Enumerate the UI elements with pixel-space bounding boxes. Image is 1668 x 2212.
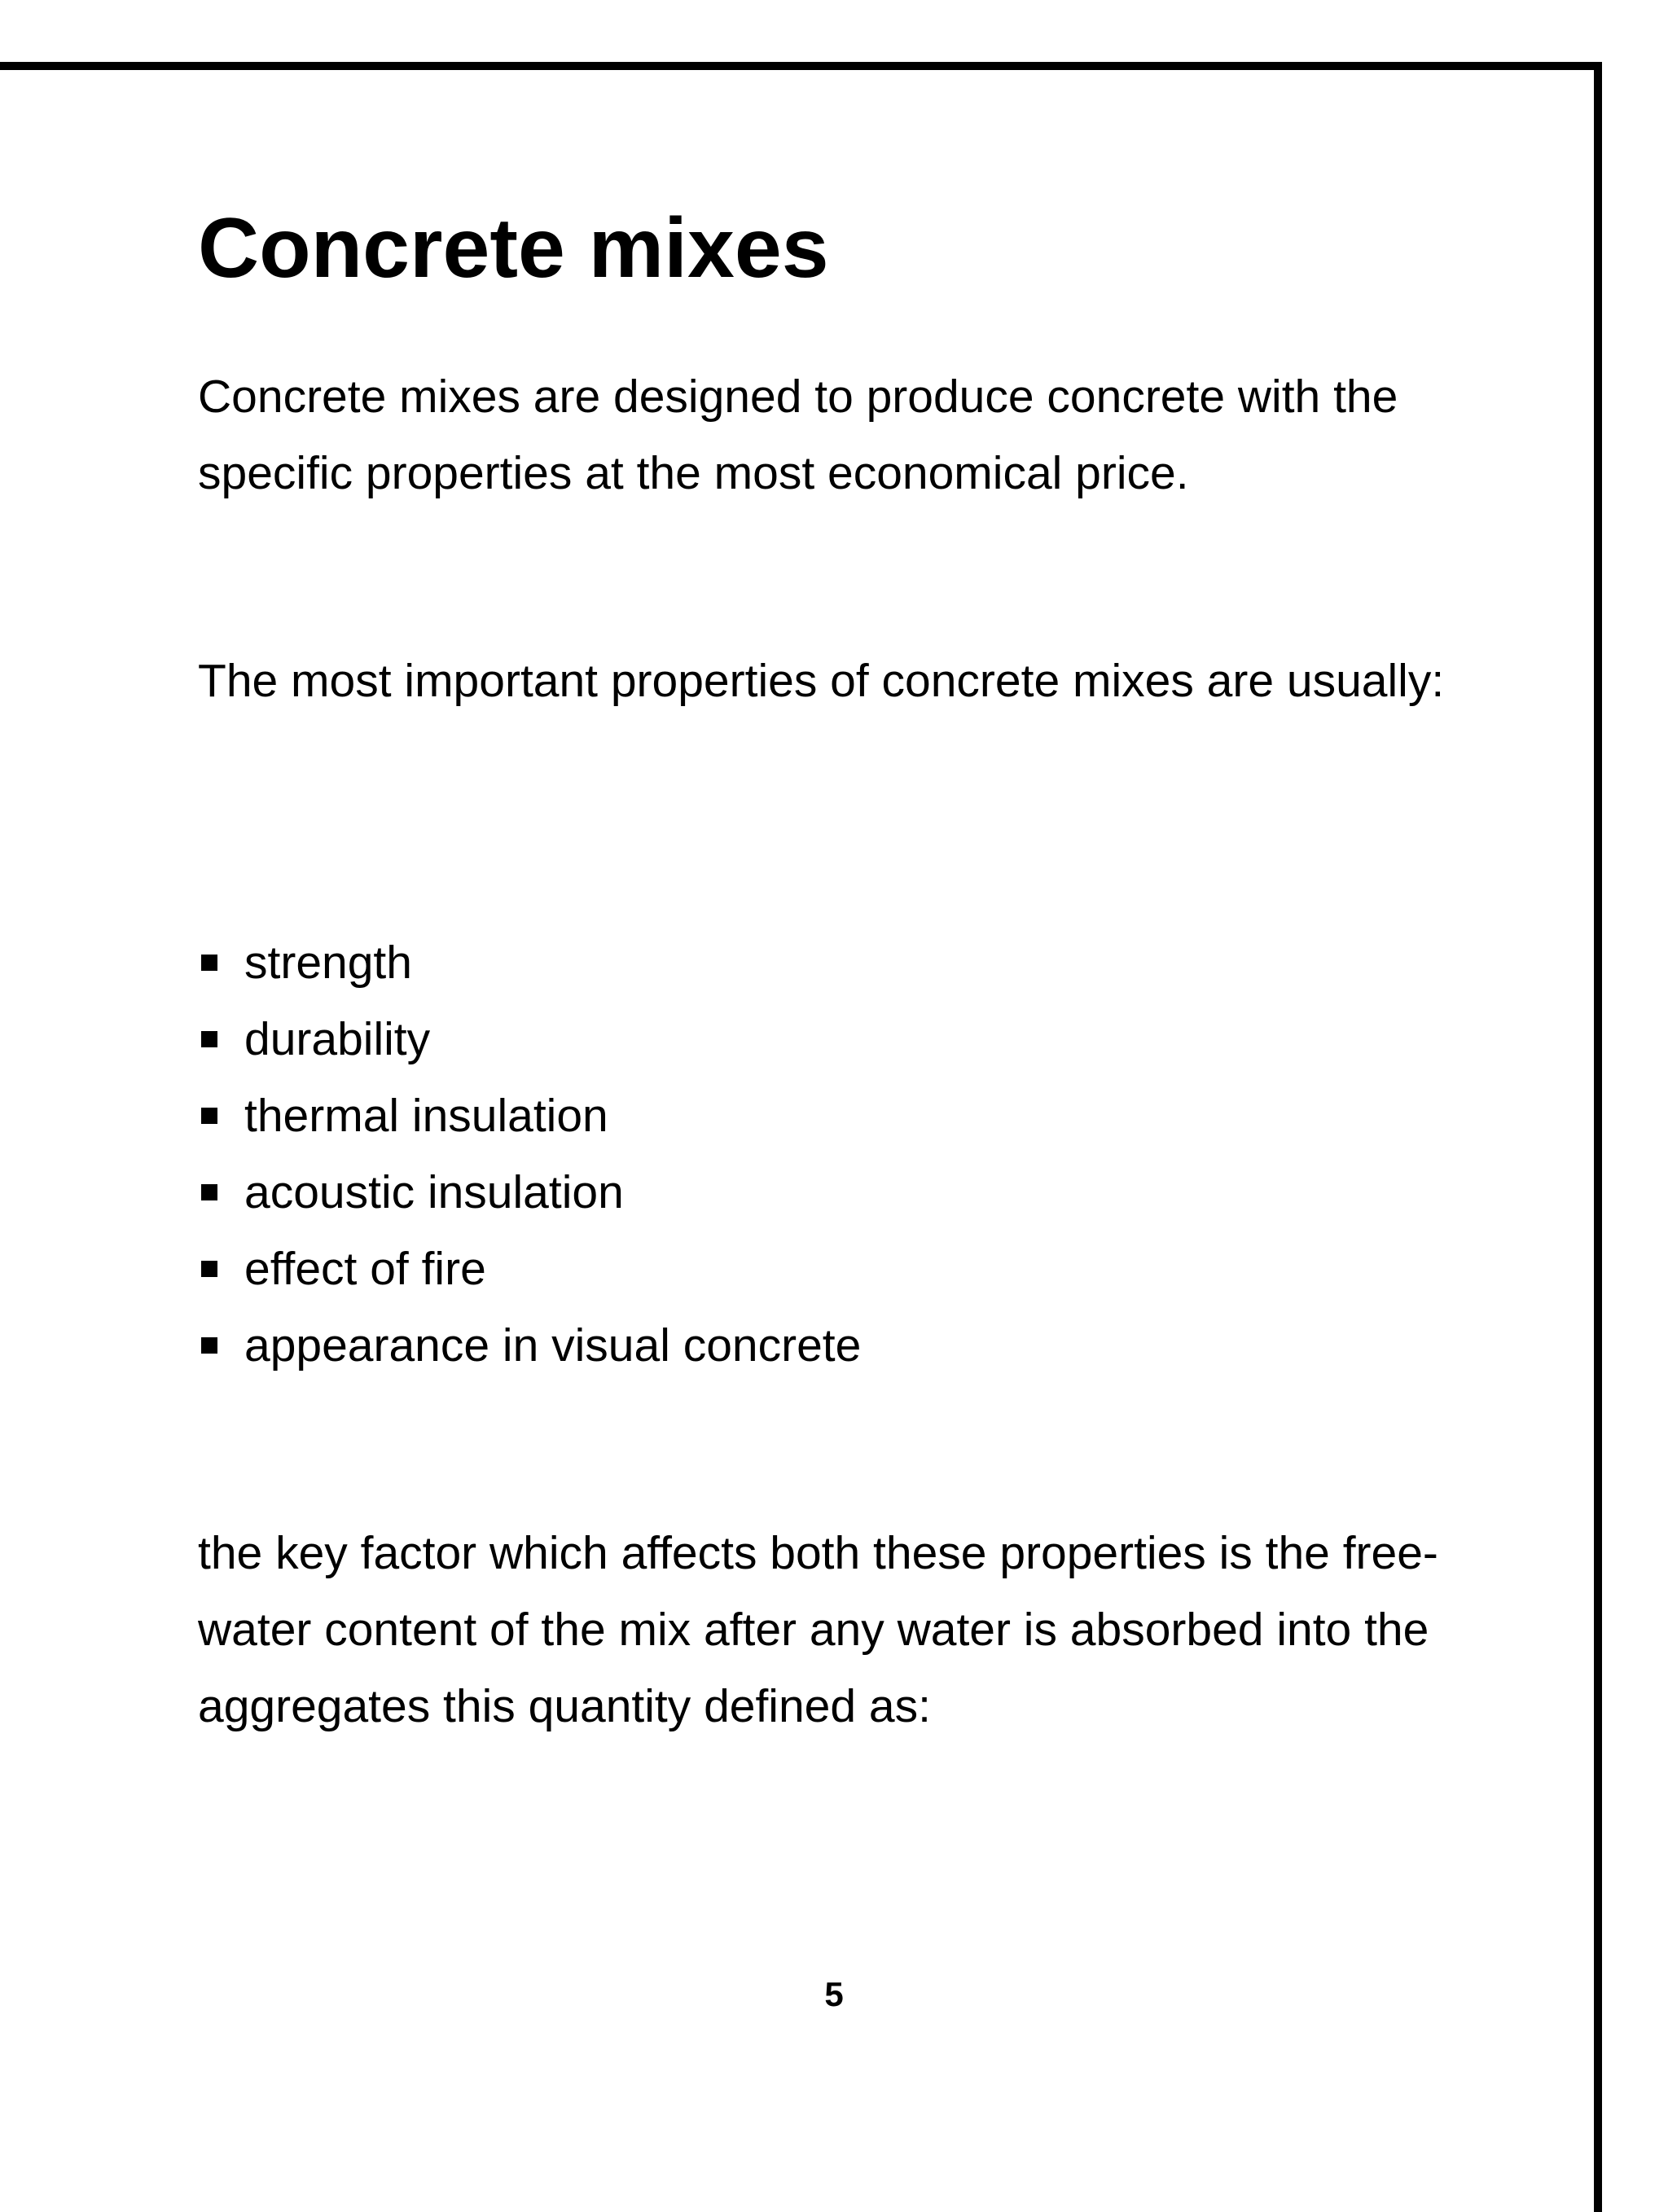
list-item <box>198 1077 861 1154</box>
list-item <box>198 1001 861 1077</box>
page-title: Concrete mixes <box>198 201 829 296</box>
list-item <box>198 1154 861 1231</box>
square-bullet-icon <box>201 1337 217 1354</box>
page-number: 5 <box>824 1975 844 2013</box>
list-item-text: effect of fire <box>244 1243 486 1295</box>
list-item <box>198 924 861 1001</box>
list-item-text: durability <box>244 1013 431 1065</box>
square-bullet-icon <box>201 1261 217 1277</box>
square-bullet-icon <box>201 955 217 971</box>
properties-intro-paragraph: The most important properties of concrete mixes are usually: <box>198 655 1445 707</box>
properties-list <box>198 924 861 1384</box>
key-factor-paragraph: the key factor which affects both these properties is the free-water content of the mix after any water is absorbed into the aggregates this quantity defined as: <box>198 1527 1438 1732</box>
square-bullet-icon <box>201 1184 217 1200</box>
list-item-text: appearance in visual concrete <box>244 1319 862 1372</box>
list-item-text: strength <box>244 937 412 989</box>
list-item-text: thermal insulation <box>244 1090 608 1142</box>
list-item <box>198 1307 861 1384</box>
list-item-text: acoustic insulation <box>244 1166 624 1218</box>
intro-paragraph: Concrete mixes are designed to produce concrete with the specific properties at the most economical price. <box>198 371 1398 499</box>
list-item <box>198 1231 861 1307</box>
square-bullet-icon <box>201 1031 217 1047</box>
square-bullet-icon <box>201 1108 217 1124</box>
